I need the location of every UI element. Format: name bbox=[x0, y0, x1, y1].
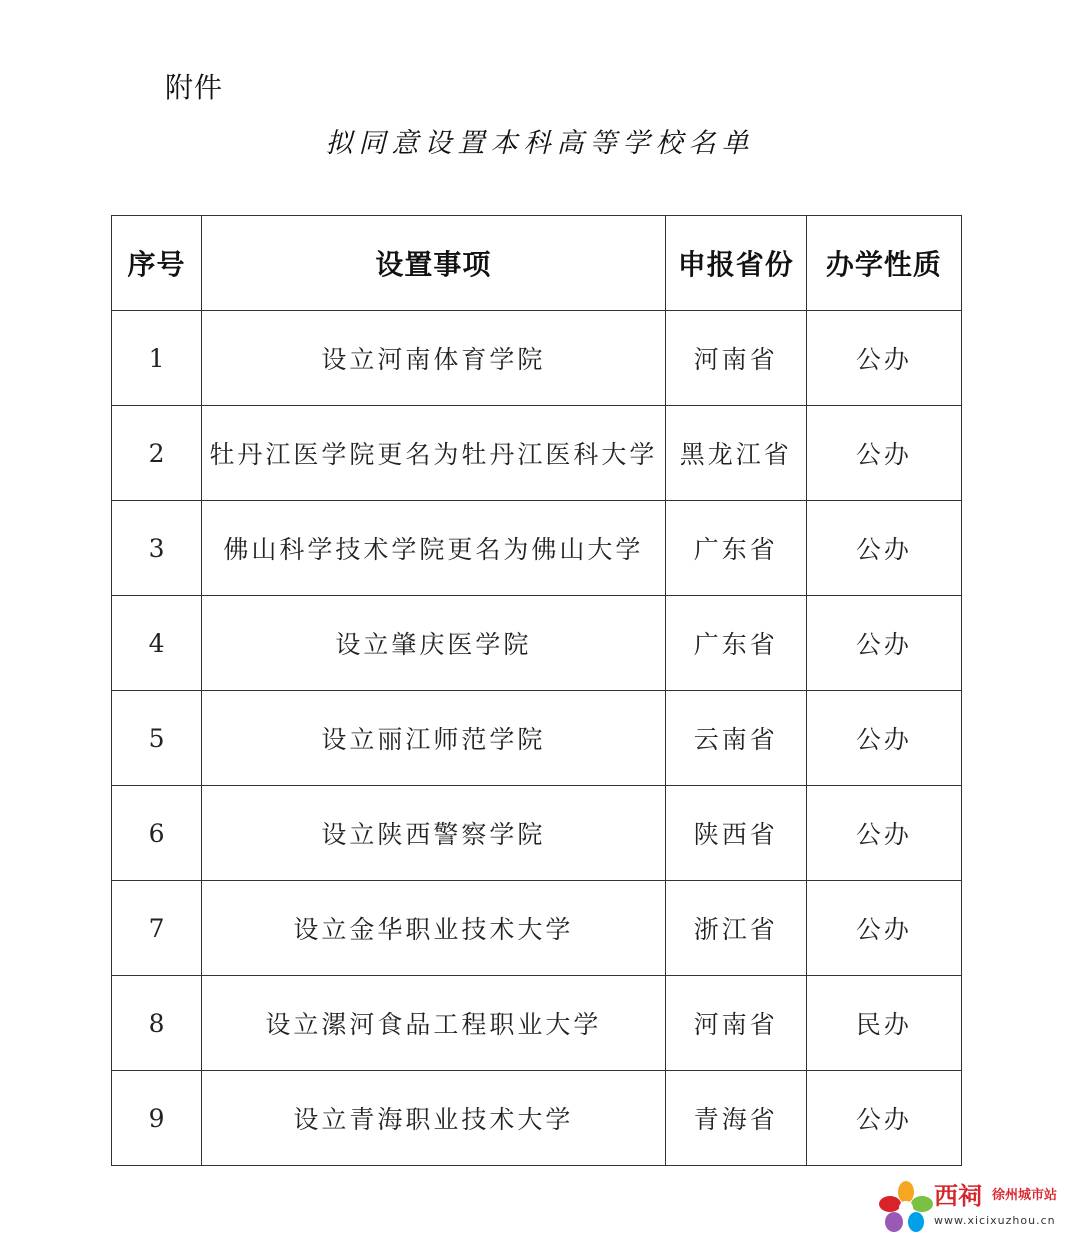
row-province: 黑龙江省 bbox=[665, 406, 806, 501]
row-province: 河南省 bbox=[665, 311, 806, 406]
row-nature: 公办 bbox=[806, 786, 961, 881]
watermark-brand: 西祠 bbox=[934, 1182, 982, 1210]
row-item: 设立肇庆医学院 bbox=[202, 596, 666, 691]
row-item: 设立河南体育学院 bbox=[202, 311, 666, 406]
table-row bbox=[112, 311, 962, 406]
row-nature: 公办 bbox=[806, 311, 961, 406]
table-row bbox=[112, 691, 962, 786]
row-item: 设立漯河食品工程职业大学 bbox=[202, 976, 666, 1071]
table-header-row bbox=[112, 216, 962, 311]
row-num: 7 bbox=[112, 881, 202, 976]
watermark-url: www.xicixuzhou.cn bbox=[934, 1214, 1056, 1227]
row-item: 设立金华职业技术大学 bbox=[202, 881, 666, 976]
site-watermark bbox=[878, 1178, 1074, 1238]
row-nature: 民办 bbox=[806, 976, 961, 1071]
header-nature: 办学性质 bbox=[806, 216, 961, 311]
document-title: 拟同意设置本科高等学校名单 bbox=[325, 128, 755, 159]
header-item: 设置事项 bbox=[202, 216, 666, 311]
row-item: 佛山科学技术学院更名为佛山大学 bbox=[202, 501, 666, 596]
row-item: 牡丹江医学院更名为牡丹江医科大学 bbox=[202, 406, 666, 501]
row-item: 设立青海职业技术大学 bbox=[202, 1071, 666, 1166]
row-num: 4 bbox=[112, 596, 202, 691]
row-num: 9 bbox=[112, 1071, 202, 1166]
attachment-label: 附件 bbox=[165, 71, 224, 104]
watermark-text bbox=[934, 1178, 1074, 1238]
row-province: 河南省 bbox=[665, 976, 806, 1071]
table-row bbox=[112, 786, 962, 881]
table-row bbox=[112, 1071, 962, 1166]
row-province: 云南省 bbox=[665, 691, 806, 786]
row-province: 青海省 bbox=[665, 1071, 806, 1166]
row-nature: 公办 bbox=[806, 1071, 961, 1166]
row-num: 2 bbox=[112, 406, 202, 501]
table-row bbox=[112, 596, 962, 691]
row-province: 广东省 bbox=[665, 501, 806, 596]
row-nature: 公办 bbox=[806, 406, 961, 501]
table-row bbox=[112, 881, 962, 976]
row-nature: 公办 bbox=[806, 881, 961, 976]
school-list-table bbox=[111, 215, 962, 1166]
row-nature: 公办 bbox=[806, 691, 961, 786]
table-row bbox=[112, 976, 962, 1071]
row-nature: 公办 bbox=[806, 501, 961, 596]
table-row bbox=[112, 501, 962, 596]
table-row bbox=[112, 406, 962, 501]
row-num: 8 bbox=[112, 976, 202, 1071]
header-num: 序号 bbox=[112, 216, 202, 311]
row-province: 广东省 bbox=[665, 596, 806, 691]
row-num: 6 bbox=[112, 786, 202, 881]
row-num: 5 bbox=[112, 691, 202, 786]
row-num: 3 bbox=[112, 501, 202, 596]
row-province: 浙江省 bbox=[665, 881, 806, 976]
row-item: 设立丽江师范学院 bbox=[202, 691, 666, 786]
row-nature: 公办 bbox=[806, 596, 961, 691]
row-item: 设立陕西警察学院 bbox=[202, 786, 666, 881]
watermark-site-name: 徐州城市站 bbox=[992, 1188, 1058, 1203]
flower-logo-icon bbox=[878, 1180, 934, 1234]
header-province: 申报省份 bbox=[665, 216, 806, 311]
row-num: 1 bbox=[112, 311, 202, 406]
row-province: 陕西省 bbox=[665, 786, 806, 881]
